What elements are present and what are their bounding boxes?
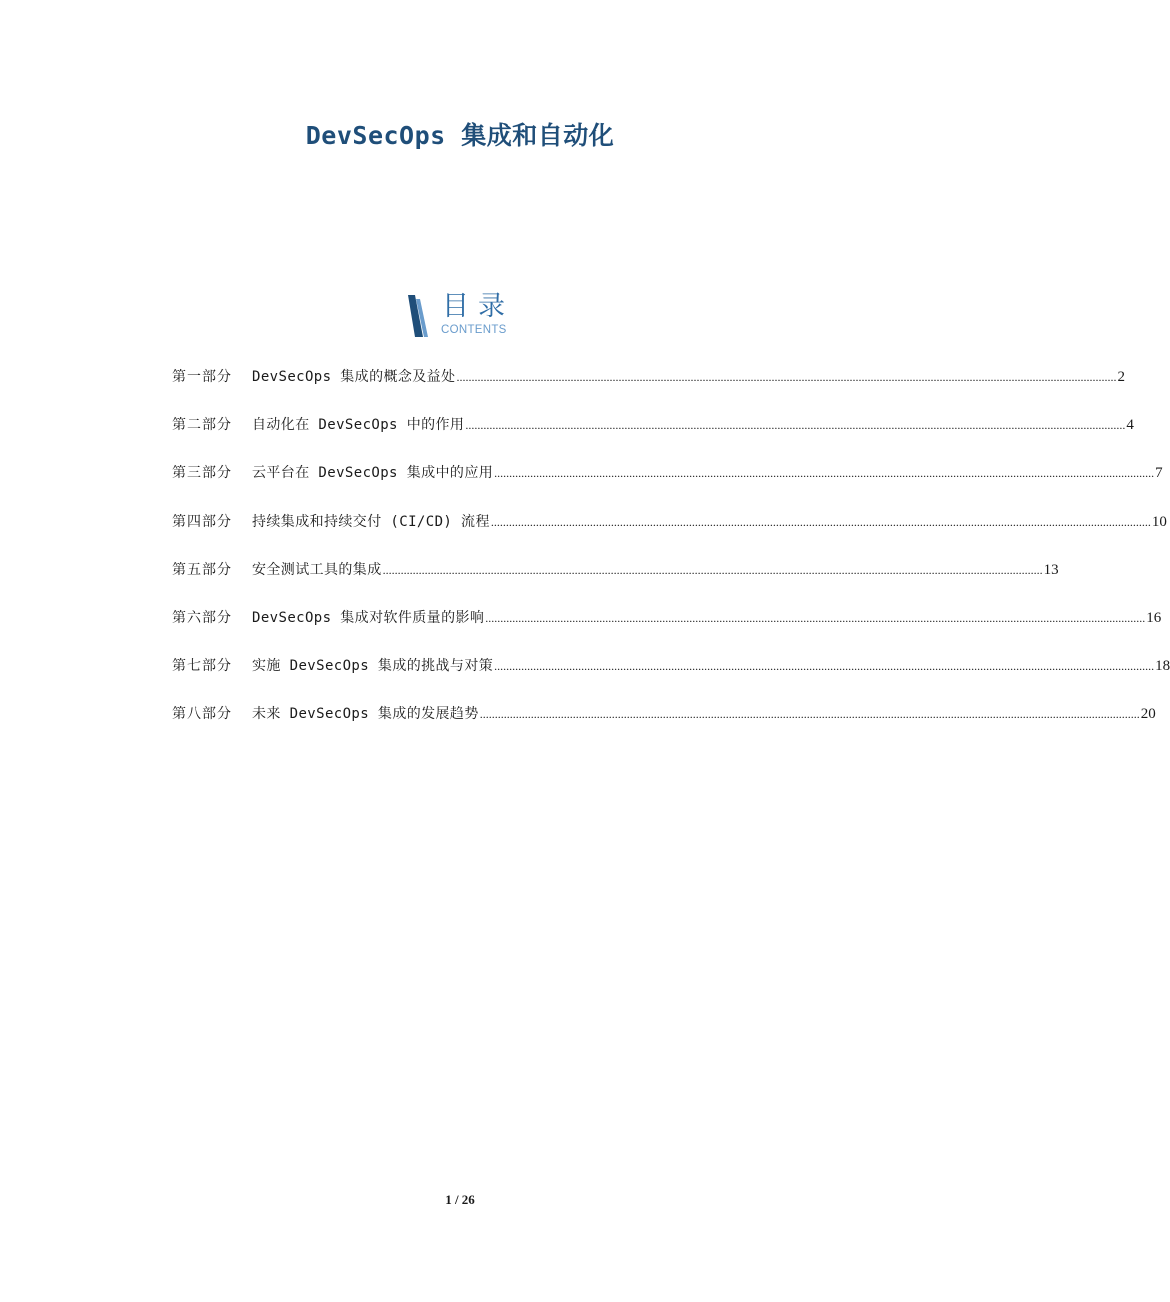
toc-entry-page-number[interactable]: 7: [1155, 465, 1163, 482]
toc-entry[interactable]: [172, 366, 1125, 414]
page-indicator: 1 / 26: [445, 1192, 475, 1207]
toc-dot-leader: ............................................................................................................................................................................................................................: [494, 466, 1155, 481]
toc-entry-page-number[interactable]: 4: [1126, 417, 1134, 434]
toc-entry-page-number[interactable]: 13: [1043, 561, 1059, 578]
toc-entry[interactable]: [172, 414, 1134, 462]
toc-dot-leader: ............................................................................................................................................................................................................................: [456, 370, 1117, 384]
toc-entry-page-number[interactable]: 20: [1140, 706, 1156, 723]
toc-entry-part: 第六部分: [172, 609, 232, 626]
toc-header: [406, 291, 526, 340]
toc-entry-title[interactable]: 实施 DevSecOps 集成的挑战与对策: [252, 658, 494, 675]
toc-dot-leader: ............................................................................................................................................................................................................................: [382, 562, 1043, 577]
toc-entry[interactable]: [172, 655, 1170, 703]
toc-entry[interactable]: [172, 462, 1163, 510]
toc-entry-title[interactable]: DevSecOps 集成的概念及益处: [252, 369, 456, 385]
toc-entry-part: 第三部分: [172, 465, 232, 482]
toc-entry-part: 第七部分: [172, 658, 232, 675]
toc-entry[interactable]: [172, 607, 1162, 655]
toc-entry-part: 第一部分: [172, 369, 232, 385]
toc-dot-leader: ............................................................................................................................................................................................................................: [479, 707, 1140, 722]
toc-dot-leader: ............................................................................................................................................................................................................................: [490, 514, 1151, 529]
toc-entry-title[interactable]: 云平台在 DevSecOps 集成中的应用: [252, 465, 494, 482]
toc-entry-title[interactable]: 未来 DevSecOps 集成的发展趋势: [252, 706, 479, 723]
toc-entry-page-number[interactable]: 2: [1117, 369, 1125, 385]
toc-entry-page-number[interactable]: 16: [1146, 609, 1162, 626]
toc-entry[interactable]: [172, 703, 1156, 751]
toc-subheading: CONTENTS: [441, 324, 507, 336]
toc-entry-part: 第五部分: [172, 561, 232, 578]
toc-dot-leader: ............................................................................................................................................................................................................................: [494, 659, 1155, 674]
toc-heading: 目录: [442, 291, 514, 322]
toc-list: [172, 366, 1170, 752]
toc-entry-title[interactable]: 自动化在 DevSecOps 中的作用: [252, 417, 465, 434]
toc-entry[interactable]: [172, 559, 1059, 607]
toc-entry-title[interactable]: 安全测试工具的集成: [252, 561, 382, 578]
document-title: DevSecOps 集成和自动化: [305, 121, 615, 150]
toc-entry-part: 第四部分: [172, 513, 232, 530]
toc-entry-page-number[interactable]: 18: [1155, 658, 1170, 675]
toc-dot-leader: ............................................................................................................................................................................................................................: [485, 610, 1146, 625]
toc-entry[interactable]: [172, 511, 1167, 559]
toc-entry-page-number[interactable]: 10: [1151, 513, 1167, 530]
toc-entry-part: 第八部分: [172, 706, 232, 723]
toc-dot-leader: ............................................................................................................................................................................................................................: [465, 418, 1126, 433]
toc-book-icon: [406, 295, 432, 337]
toc-entry-title[interactable]: DevSecOps 集成对软件质量的影响: [252, 609, 485, 626]
toc-entry-part: 第二部分: [172, 417, 232, 434]
toc-entry-title[interactable]: 持续集成和持续交付 (CI/CD) 流程: [252, 513, 490, 530]
